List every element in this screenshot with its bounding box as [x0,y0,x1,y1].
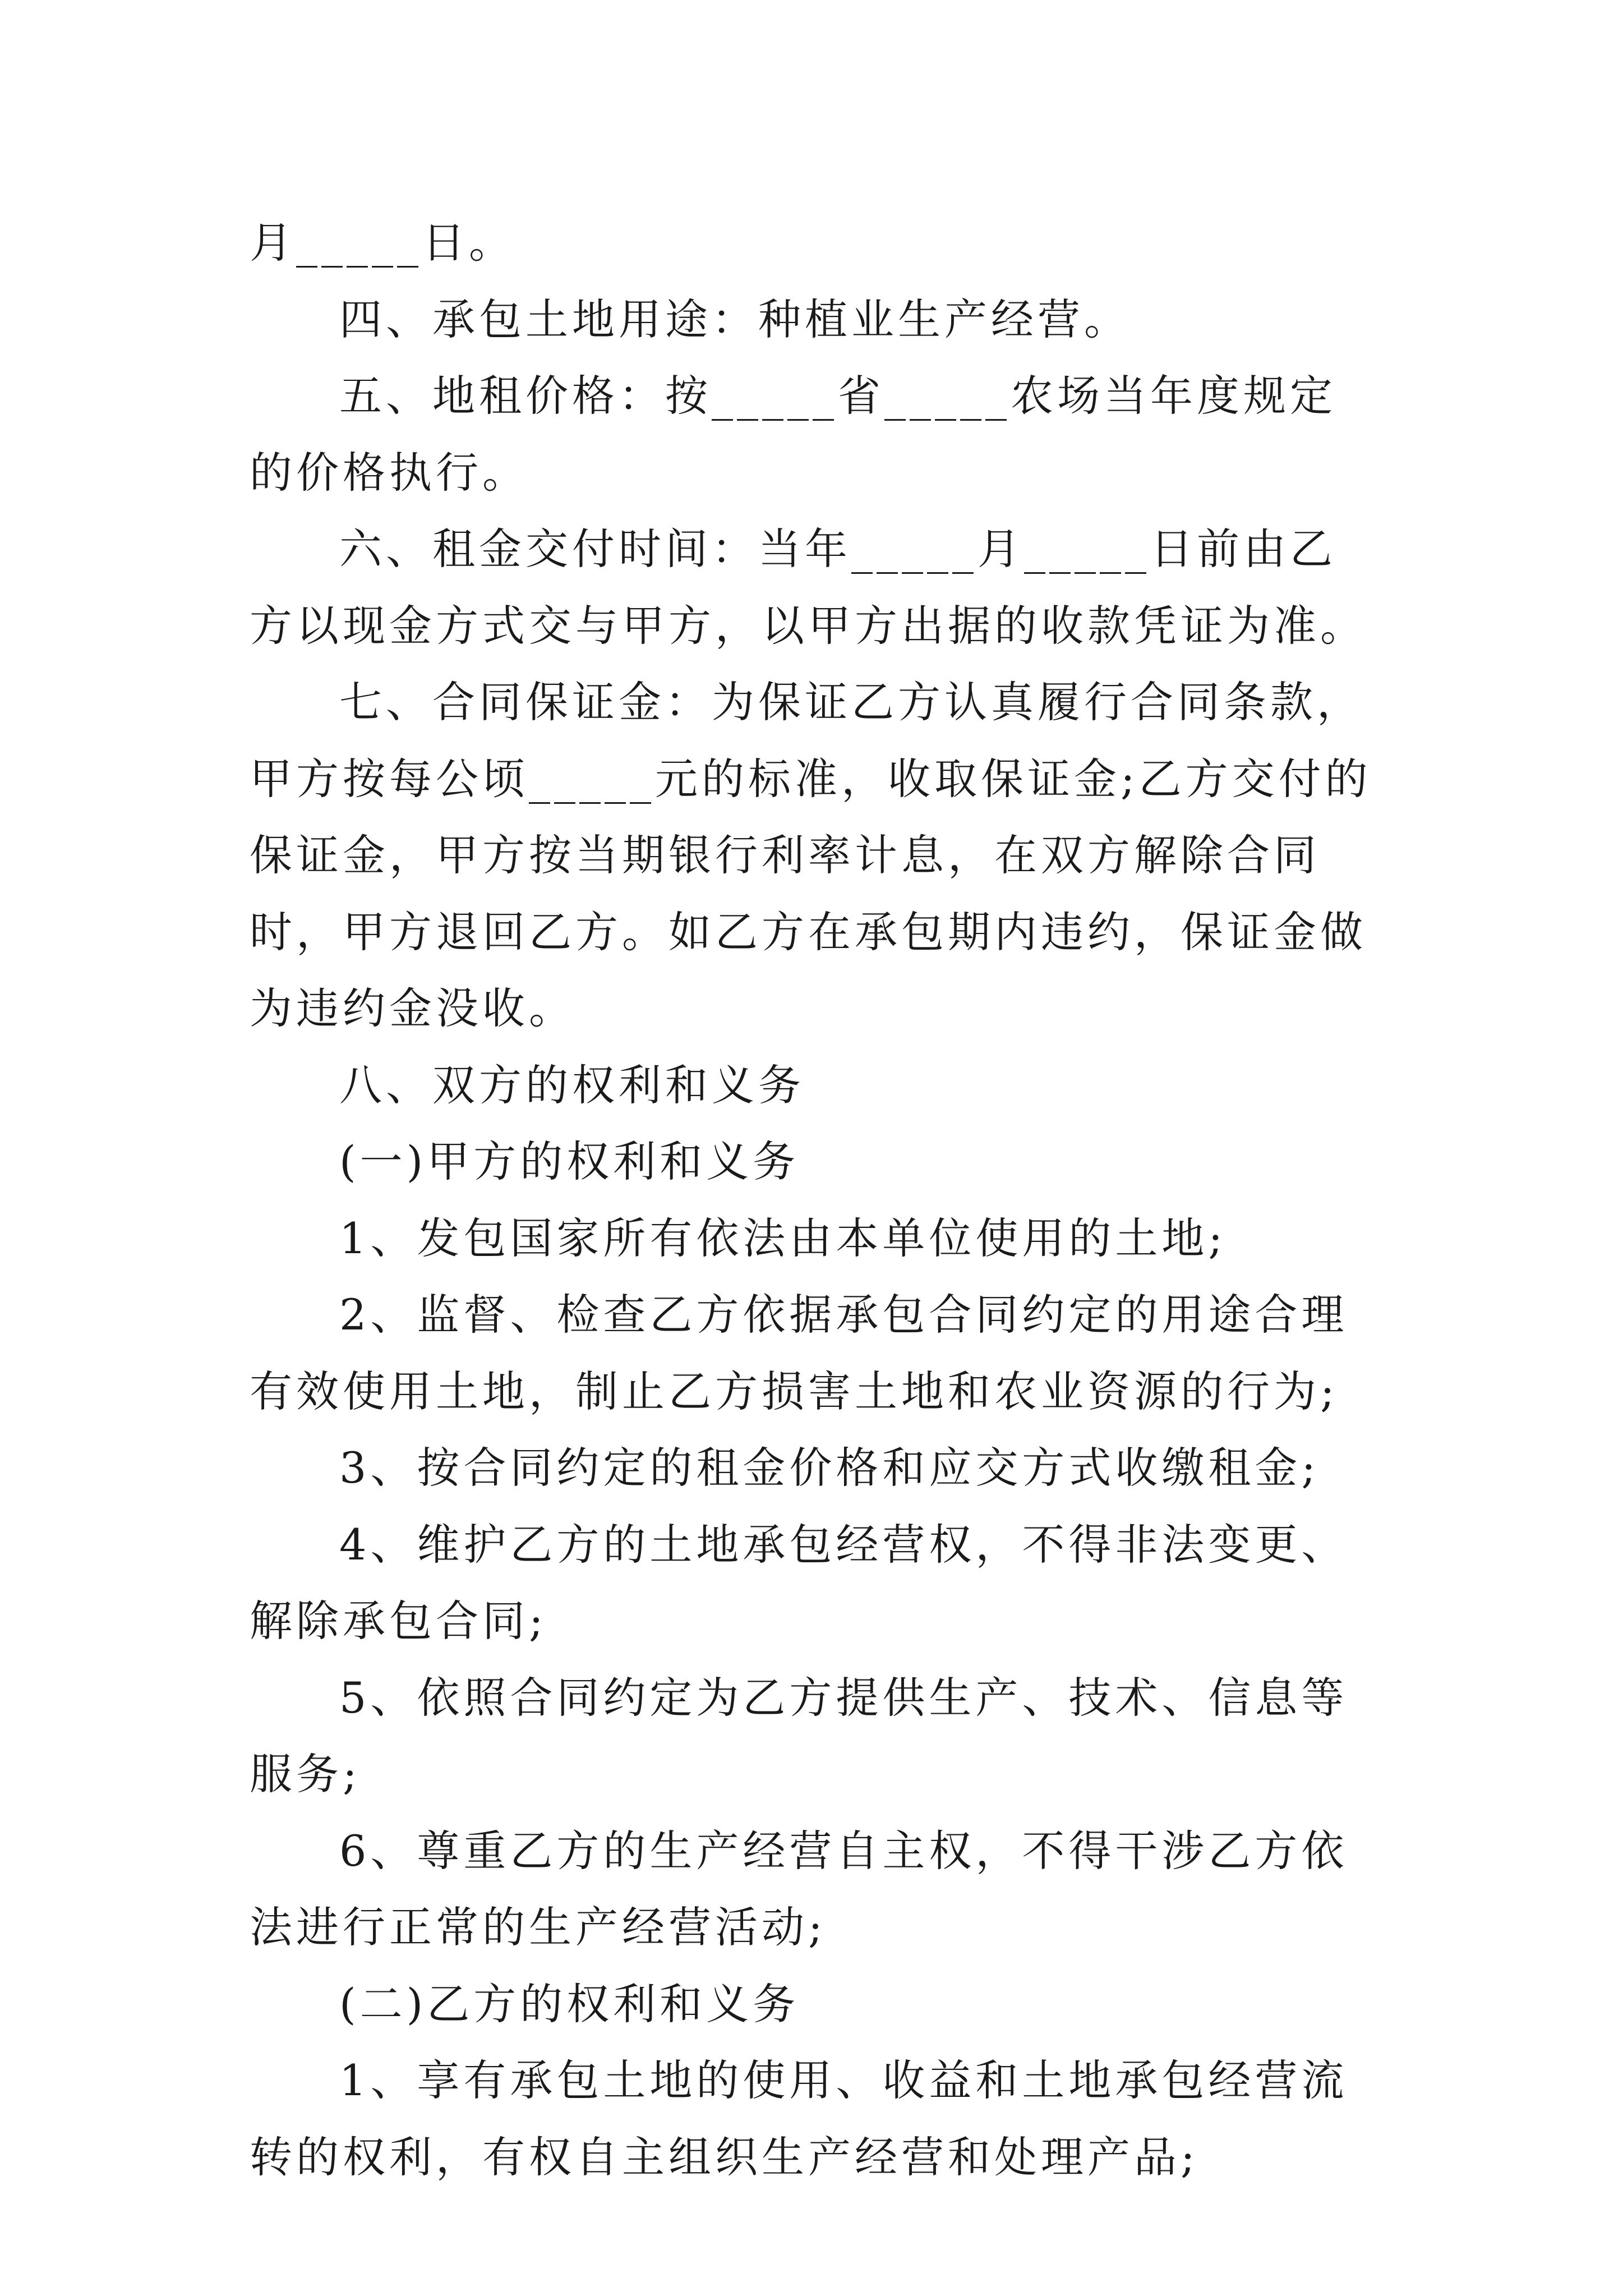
paragraph-deposit: 七、合同保证金：为保证乙方认真履行合同条款，甲方按每公顷_____元的标准，收取保证金;乙方交付的保证金，甲方按当期银行利率计息，在双方解除合同时，甲方退回乙方。如乙方在承包期内违约，保证金做为违约金没收。 [250,677,1372,1033]
list-item-a5: 5、依照合同约定为乙方提供生产、技术、信息等服务; [250,1672,1348,1799]
paragraph-payment-time: 六、租金交付时间：当年_____月_____日前由乙方以现金方式交与甲方，以甲方出据的收款凭证为准。 [250,524,1367,651]
heading-rights-obligations: 八、双方的权利和义务 [339,1060,805,1110]
paragraph-date-end: 月_____日。 [250,218,515,268]
list-item-a3: 3、按合同约定的租金价格和应交方式收缴租金; [339,1443,1320,1493]
document-body [250,205,1377,2196]
heading-party-a: (一)甲方的权利和义务 [339,1137,800,1186]
heading-party-b: (二)乙方的权利和义务 [339,1978,800,2029]
list-item-a6: 6、尊重乙方的生产经营自主权，不得干涉乙方依法进行正常的生产经营活动; [250,1825,1348,1952]
list-item-b1: 1、享有承包土地的使用、收益和土地承包经营流转的权利，有权自主组织生产经营和处理产品; [250,2055,1348,2182]
list-item-a2: 2、监督、检查乙方依据承包合同约定的用途合理有效使用土地，制止乙方损害土地和农业资源的行为; [250,1290,1348,1416]
paragraph-rent-price: 五、地租价格：按_____省_____农场当年度规定的价格执行。 [250,371,1336,498]
list-item-a4: 4、维护乙方的土地承包经营权，不得非法变更、解除承包合同; [250,1519,1348,1646]
paragraph-land-use: 四、承包土地用途：种植业生产经营。 [339,294,1131,344]
list-item-a1: 1、发包国家所有依法由本单位使用的土地; [339,1213,1227,1263]
